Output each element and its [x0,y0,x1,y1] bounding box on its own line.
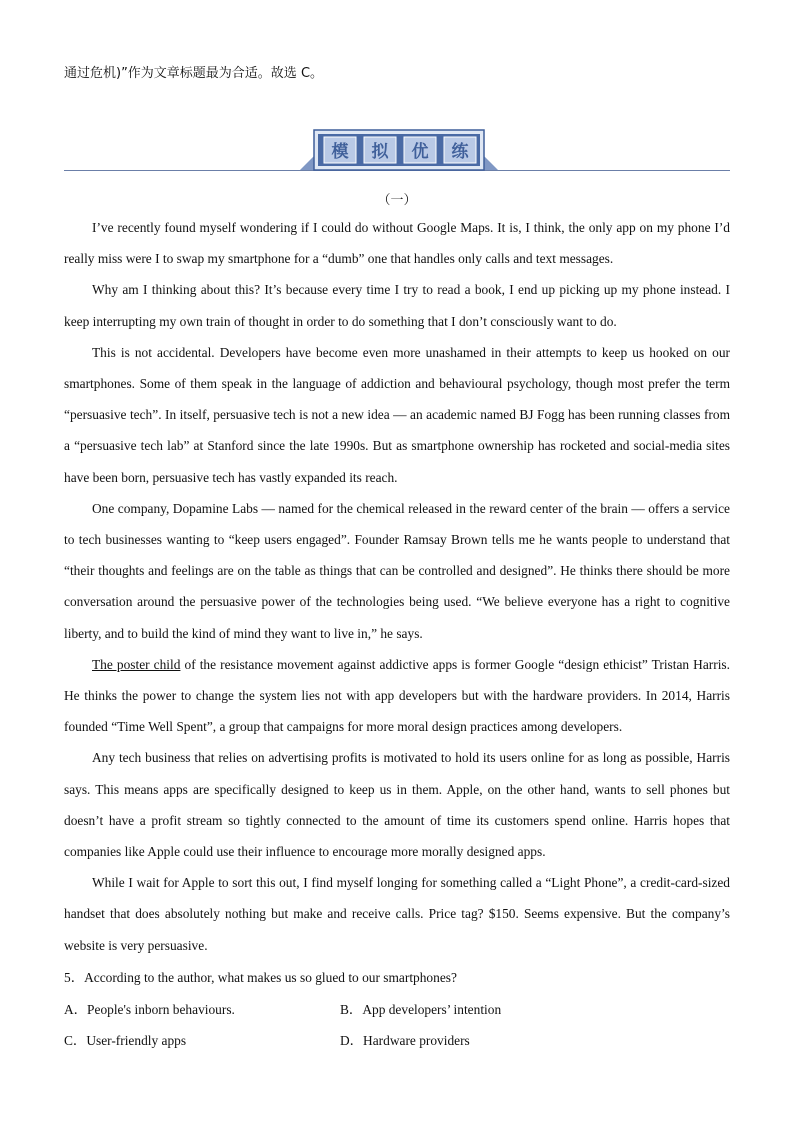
paragraph-text: Any tech business that relies on advertising profits is motivated to hold its users online for as long as possible, Harris says. This means apps are specifically designed to keep us in them. Apple, on the other hand, wants to sell phones but doesn’t have a profit stream so tightly connected to the amount of time its customers spend online. Harris hopes that companies like Apple could use their influence to encourage more morally designed apps. [64,750,730,860]
paragraph-text: Why am I thinking about this? It’s because every time I try to read a book, I end up picking up my phone instead. I keep interrupting my own train of thought in order to do something that I don’t consciously want to do. [64,282,730,329]
option-c[interactable]: C．User-friendly apps [64,1033,187,1048]
paragraph-6 [64,742,730,867]
paragraph-4 [64,493,730,649]
answer-explanation-tail: 通过危机)”作为文章标题最为合适。故选 C。 [64,66,324,81]
paragraph-text: One company, Dopamine Labs — named for the chemical released in the reward center of the brain — offers a service to tech businesses wanting to “keep users engaged”. Founder Ramsay Brown tells me he wants people to understand that “their thoughts and feelings are on the table as things that can be controlled and designed”. He thinks there should be more conversation around the persuasive power of the technologies being used. “We believe everyone has a right to cognitive liberty, and to build the kind of mind they want to live in,” he says. [64,500,730,641]
option-d[interactable]: D．Hardware providers [340,1033,470,1048]
banner-char: 模 [331,142,349,162]
paragraph-2 [64,274,730,336]
options-row-1 [64,994,730,1026]
paragraph-3 [64,337,730,493]
paragraph-5 [64,649,730,743]
paragraph-7 [64,867,730,961]
option-b[interactable]: B．App developers’ intention [340,1001,502,1017]
paragraph-text: I’ve recently found myself wondering if I could do without Google Maps. It is, I think, the only app on my phone I’d really miss were I to swap my smartphone for a “dumb” one that handles only calls and text messages. [64,220,730,267]
paragraph-text: While I wait for Apple to sort this out, I find myself longing for something called a “Light Phone”, a credit-card-sized handset that does absolutely nothing but make and receive calls. Price tag? $150. Seems expensive. But the company’s website is very persuasive. [64,875,730,953]
paragraph-text: This is not accidental. Developers have become even more unashamed in their attempts to keep us hooked on our smartphones. Some of them speak in the language of addiction and behavioural psychology, though most prefer the term “persuasive tech”. In itself, persuasive tech is not a new idea — an academic named BJ Fogg has been running classes from a “persuasive tech lab” at Stanford since the late 1990s. But as smartphone ownership has rocketed and social-media sites have been born, persuasive tech has vastly expanded its reach. [64,344,730,485]
passage-number: （一） [377,193,417,208]
banner-char: 拟 [371,142,389,162]
question-stem: 5．According to the author, what makes us so glued to our smartphones? [64,970,457,985]
banner-char: 优 [411,142,429,162]
underlined-phrase: The poster child [92,656,181,672]
section-banner [300,128,498,172]
reading-passage [64,212,730,961]
paragraph-text: of the resistance movement against addictive apps is former Google “design ethicist” Tristan Harris. He thinks the power to change the system lies not with app developers but with the hardware providers. In 2014, Harris founded “Time Well Spent”, a group that campaigns for more moral design practices among developers. [64,656,730,735]
question-5 [64,962,730,1057]
paragraph-1 [64,212,730,274]
banner-char: 练 [451,142,469,162]
options-row-2 [64,1025,730,1057]
option-a[interactable]: A．People's inborn behaviours. [64,1001,235,1017]
